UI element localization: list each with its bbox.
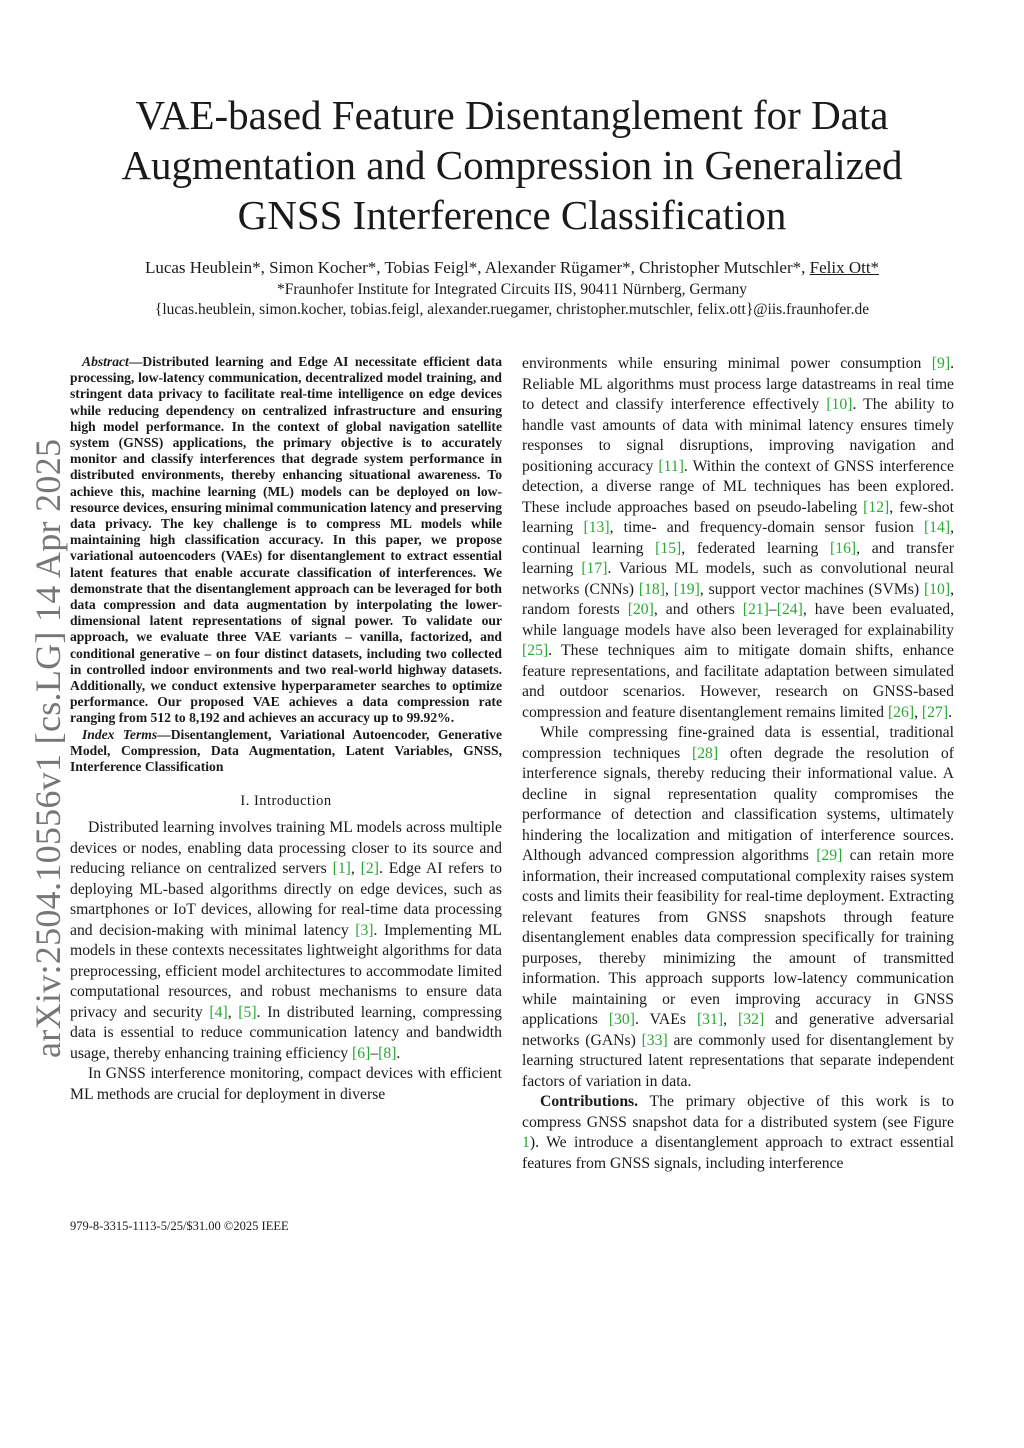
text-run: . Reliable ML algorithms must process large datastreams in real time to detect and classify interference effectively [522, 355, 954, 413]
citation-link[interactable]: [32] [738, 1011, 765, 1028]
text-run: , have been evaluated, while language models have also been leveraged for explainability [522, 601, 954, 639]
abstract-text: —Distributed learning and Edge AI necessitate efficient data processing, low-latency communication, decentralized model training, and stringent data privacy to facilitate real-time intelligence on edge devices while reducing dependency on centralized infrastructure and ensuring high model performance. In the context of global navigation satellite system (GNSS) applications, the primary objective is to accurately monitor and classify interferences that degrade system performance in distributed environments, thereby enhancing situational awareness. To achieve this, machine learning (ML) models can be deployed on low-resource devices, ensuring minimal communication latency and preserving data privacy. The key challenge is to compress ML models while maintaining high classification accuracy. In this paper, we propose variational autoencoders (VAEs) for disentanglement to extract essential latent features that enable accurate classification of interferences. We demonstrate that the disentanglement approach can be leveraged for both data compression and data augmentation by interpolating the lower-dimensional latent representations of signal power. To validate our approach, we evaluate three VAE variants – vanilla, factorized, and conditional generative – on four distinct datasets, including two collected in controlled indoor environments and two real-world highway datasets. Additionally, we conduct extensive hyperparameter searches to optimize performance. Our proposed VAE achieves a data compression rate ranging from 512 to 8,192 and achieves an accuracy up to 99.92%. [70, 354, 502, 726]
text-run: and generative adversarial networks (GANs) [522, 1011, 954, 1049]
copyright-footer: 979-8-3315-1113-5/25/$31.00 ©2025 IEEE [70, 1219, 289, 1233]
citation-link[interactable]: [15] [655, 539, 682, 557]
author-link-felix-ott[interactable]: Felix Ott* [809, 258, 880, 277]
text-run: , random forests [522, 580, 955, 618]
text-run: , and others [653, 601, 743, 618]
citation-link[interactable]: [29] [816, 847, 843, 864]
intro-paragraph [70, 818, 502, 1064]
text-run: . [948, 703, 952, 721]
citation-link[interactable]: [33] [641, 1031, 668, 1049]
text-run: are commonly used for disentanglement by learning structured latent representations that separate independent factors of variation in data. [522, 1031, 954, 1090]
citation-link[interactable]: [11] [658, 457, 684, 475]
citation-link[interactable]: [25] [522, 642, 549, 659]
citation-link[interactable]: [3] [355, 921, 374, 939]
citation-link[interactable]: [10] [923, 580, 951, 598]
text-run: . VAEs [634, 1011, 697, 1028]
text-run: , [664, 580, 674, 598]
left-column [70, 354, 502, 1105]
author-emails: {lucas.heublein, simon.kocher, tobias.feigl, alexander.ruegamer, christopher.mutschler, felix.ott}@iis.fraunhofer.de [154, 301, 870, 318]
citation-link[interactable]: [1] [332, 860, 351, 878]
text-run: While compressing fine-grained data is essential, traditional compression techniques [522, 724, 954, 762]
citation-link[interactable]: [27] [921, 703, 949, 721]
text-run: , [723, 1011, 739, 1028]
contributions-label: Contributions. [540, 1093, 639, 1110]
text-run: , [350, 860, 361, 878]
citation-link[interactable]: [9] [931, 355, 951, 372]
citation-link[interactable]: [12] [863, 498, 890, 516]
index-terms-label: Index Terms [82, 726, 158, 742]
intro-paragraph [522, 354, 954, 723]
citation-link[interactable]: [13] [583, 519, 610, 536]
citation-link[interactable]: [16] [830, 539, 857, 557]
paper-title [60, 90, 964, 240]
citation-link[interactable]: [21] [742, 601, 769, 618]
index-terms-text: —Disentanglement, Variational Autoencoder, Generative Model, Compression, Data Augmentation, Latent Variables, GNSS, Interference Classification [70, 726, 502, 775]
text-run: Distributed learning involves training ML models across multiple devices or nodes, enabling data processing closer to its source and reducing reliance on centralized servers [70, 819, 502, 878]
abstract-label: Abstract [82, 354, 129, 369]
text-run: – [768, 601, 777, 618]
citation-link[interactable]: [20] [627, 601, 654, 618]
intro-paragraph [522, 723, 954, 1092]
text-run: ). We introduce a disentanglement approach to extract essential features from GNSS signals, including interference [522, 1134, 954, 1172]
text-run: , time- and frequency-domain sensor fusion [609, 519, 924, 536]
text-run: often degrade the resolution of interference signals, thereby reducing their informational value. A decline in signal representation quality compromises the performance of detection and classification systems, ultimately hindering the localization and mitigation of interference sources. Although advanced compression algorithms [522, 744, 954, 864]
text-run: . Within the context of GNSS interference detection, a diverse range of ML techniques has been explored. These include approaches based on pseudo-labeling [522, 457, 954, 516]
citation-link[interactable]: [30] [608, 1011, 635, 1028]
title-line: Augmentation and Compression in Generalized [121, 142, 903, 188]
citation-link[interactable]: [19] [673, 580, 700, 598]
citation-link[interactable]: [31] [696, 1011, 724, 1028]
title-line: GNSS Interference Classification [237, 192, 787, 238]
contributions-paragraph [522, 1092, 954, 1174]
citation-link[interactable]: [2] [360, 860, 379, 878]
citation-link[interactable]: [28] [691, 744, 719, 762]
text-run: – [370, 1044, 379, 1062]
text-run: , and transfer learning [522, 539, 954, 577]
text-run: . Edge AI refers to deploying ML-based algorithms directly on edge devices, such as smartphones or IoT devices, allowing for real-time data processing and decision-making with minimal latency [70, 860, 503, 939]
text-run: , federated learning [681, 539, 830, 557]
text-run: . The ability to handle vast amounts of data with minimal latency ensures timely responses to signal disruptions, improving navigation and positioning accuracy [522, 396, 954, 475]
author-list [40, 257, 984, 278]
text-run: can retain more information, their increased computational complexity raises system costs and limits their feasibility for real-time deployment. Extracting relevant features from GNSS snapshots through feature disentanglement enables data compression specifically for training purposes, thereby minimizing the amount of transmitted information. This approach supports low-latency communication while maintaining or even improving accuracy in GNSS applications [522, 847, 955, 1028]
intro-paragraph: In GNSS interference monitoring, compact devices with efficient ML methods are crucial for deployment in diverse [70, 1065, 502, 1103]
citation-link[interactable]: [14] [923, 519, 951, 536]
text-run: , [227, 1003, 239, 1021]
citation-link[interactable]: [26] [887, 703, 915, 721]
arxiv-stamp: arXiv:2504.10556v1 [cs.LG] 14 Apr 2025 [28, 438, 68, 1058]
text-run: . Various ML models, such as convolutional neural networks (CNNs) [522, 560, 954, 598]
authors-text: Lucas Heublein*, Simon Kocher*, Tobias Feigl*, Alexander Rügamer*, Christopher Mutschler*, [144, 258, 806, 277]
text-run: . Implementing ML models in these contexts necessitates lightweight algorithms for data preprocessing, efficient model architectures to accommodate limited computational resources, and robust mechanisms to ensure data privacy and security [70, 921, 502, 1021]
citation-link[interactable]: [5] [238, 1003, 257, 1021]
section-heading: I. Introduction [240, 793, 332, 810]
text-run: . These techniques aim to mitigate domain shifts, enhance feature representations, and facilitate adaptation between simulated and outdoor scenarios. However, research on GNSS-based compression and feature disentanglement remains limited [522, 642, 954, 721]
affiliation: *Fraunhofer Institute for Integrated Circuits IIS, 90411 Nürnberg, Germany [276, 281, 748, 298]
text-run: The primary objective of this work is to compress GNSS snapshot data for a distributed system (see Figure [522, 1093, 954, 1131]
citation-link[interactable]: [17] [581, 560, 608, 577]
figure-link[interactable]: 1 [522, 1134, 530, 1151]
text-run: environments while ensuring minimal power consumption [522, 355, 932, 372]
text-run: , [914, 703, 922, 721]
index-terms [70, 727, 502, 776]
text-run: , continual learning [522, 519, 954, 557]
title-line: VAE-based Feature Disentanglement for Data [135, 92, 889, 138]
text-run: . [396, 1044, 401, 1062]
abstract [70, 354, 502, 727]
text-run: , support vector machines (SVMs) [699, 580, 924, 598]
right-column [522, 354, 954, 1174]
citation-link[interactable]: [4] [209, 1003, 228, 1021]
text-run: , few-shot learning [522, 498, 954, 536]
text-run: . In distributed learning, compressing data is essential to reduce communication latency and bandwidth usage, thereby enhancing training efficiency [70, 1003, 503, 1062]
citation-link[interactable]: [18] [638, 580, 665, 598]
citation-link[interactable]: [24] [776, 601, 803, 618]
citation-link[interactable]: [6] [351, 1044, 371, 1062]
citation-link[interactable]: [8] [378, 1044, 397, 1062]
citation-link[interactable]: [10] [826, 396, 853, 413]
